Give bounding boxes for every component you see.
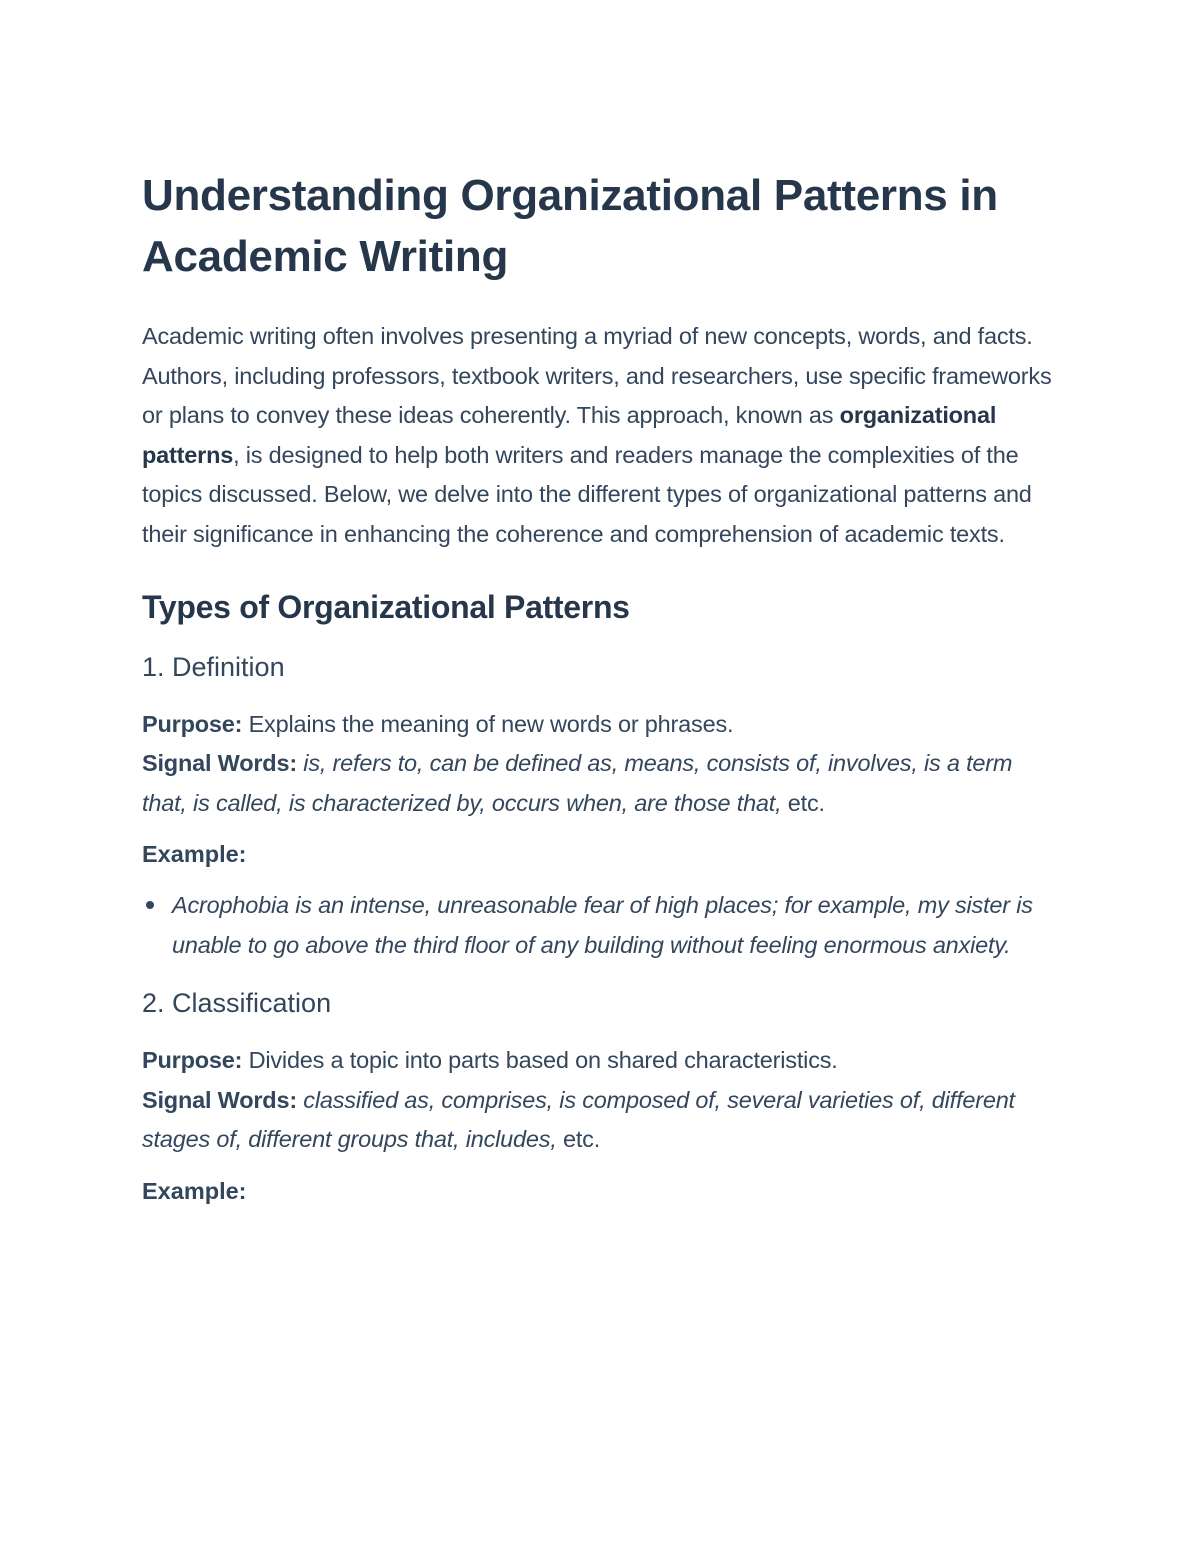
- example-text: Acrophobia is an intense, unreasonable fear of high places; for example, my sister is unable to go above the third floor of any building without feeling enormous anxiety.: [172, 891, 1033, 958]
- example-label: Example:: [142, 841, 247, 868]
- purpose-text: Explains the meaning of new words or phrases.: [242, 710, 734, 737]
- signal-words-suffix: etc.: [556, 1126, 601, 1153]
- signal-words-text: classified as, comprises, is composed of, several varieties of, different stages of, different groups that, includes,: [142, 1086, 1015, 1153]
- signal-words-label: Signal Words:: [142, 1086, 297, 1113]
- purpose-label: Purpose:: [142, 1046, 243, 1073]
- purpose-label: Purpose:: [142, 710, 243, 737]
- pattern-heading: 2. Classification: [142, 987, 332, 1018]
- pattern-definition: [142, 647, 1052, 965]
- intro-bold-term: organizational patterns: [142, 402, 997, 468]
- intro-text-end: , is designed to help both writers and readers manage the complexities of the topics discussed. Below, we delve into the different types of organizational patterns and their significance in enhancing the coherence and comprehension of academic texts.: [142, 441, 1032, 547]
- signal-words-label: Signal Words:: [142, 750, 297, 777]
- intro-text-start: Academic writing often involves presenting a myriad of new concepts, words, and facts. Authors, including professors, textbook writers, and researchers, use specific frameworks or plans to convey these ideas coherently. This approach, known as: [142, 323, 1052, 429]
- purpose-text: Divides a topic into parts based on shared characteristics.: [242, 1046, 838, 1073]
- example-list: [142, 885, 1052, 965]
- bullet-icon: [146, 901, 154, 909]
- list-item: [142, 885, 1052, 965]
- example-label: Example:: [142, 1177, 247, 1204]
- signal-words-text: is, refers to, can be defined as, means, consists of, involves, is a term that, is called, is characterized by, occurs when, are those that,: [142, 750, 1013, 816]
- intro-paragraph: [142, 317, 1052, 555]
- document-page: [142, 165, 1052, 1211]
- pattern-details: [142, 1041, 1052, 1160]
- pattern-classification: [142, 983, 1052, 1211]
- signal-words-suffix: etc.: [781, 789, 825, 816]
- section-heading: Types of Organizational Patterns: [142, 588, 630, 625]
- pattern-details: [142, 705, 1052, 824]
- document-title: Understanding Organizational Patterns in Academic Writing: [142, 171, 998, 281]
- pattern-heading: 1. Definition: [142, 651, 285, 682]
